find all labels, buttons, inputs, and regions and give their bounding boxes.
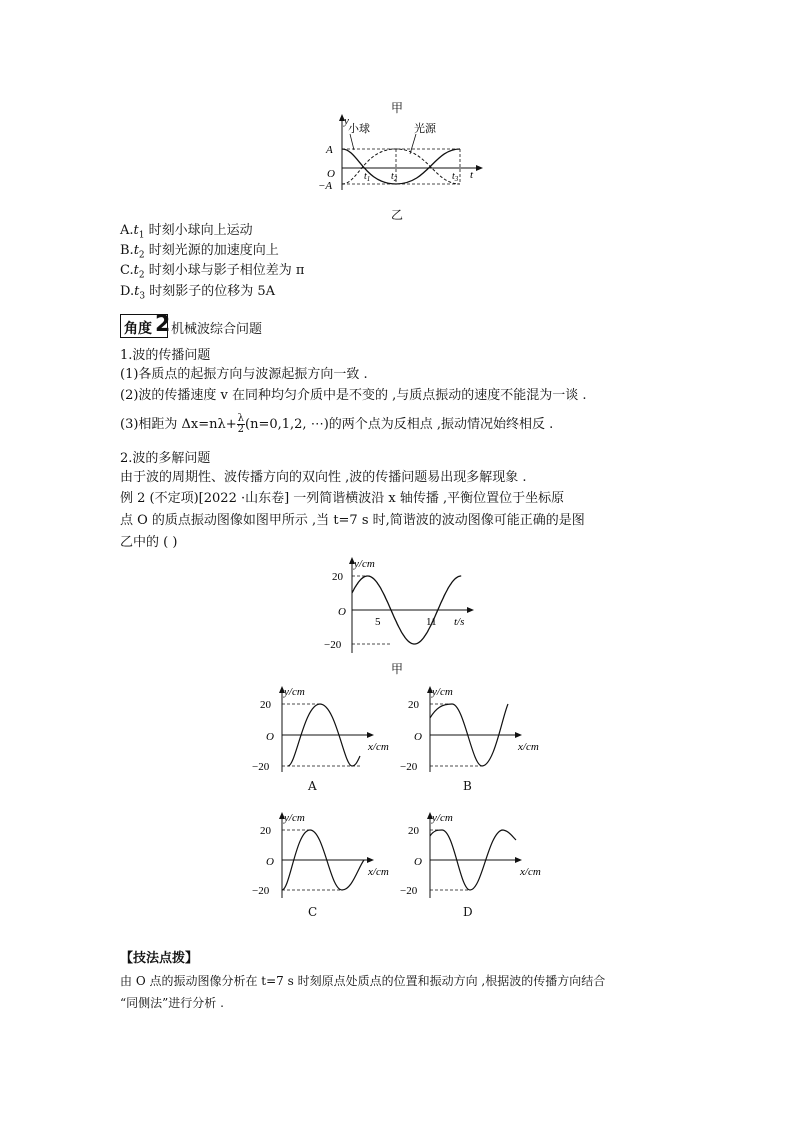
main-ytick-top: 20 — [332, 571, 343, 583]
option-graph-a-label: A — [308, 779, 317, 793]
top-label-A: A — [326, 144, 333, 156]
optA-xlabel: x/cm — [368, 741, 389, 753]
option-c: $C.t_2$ 时刻小球与影子相位差为 π — [120, 263, 305, 281]
optD-xlabel: x/cm — [520, 866, 541, 878]
optB-origin: O — [414, 731, 422, 743]
top-figure-caption-above: 甲 — [391, 101, 404, 115]
top-label-O: O — [327, 168, 335, 180]
example-line-2: 点 O 的质点振动图像如图甲所示 ,当 t=7 s 时,简谐波的波动图像可能正确的是图 — [120, 513, 585, 528]
top-label-ball: 小球 — [348, 123, 370, 135]
sub2-heading: 2.波的多解问题 — [120, 451, 211, 466]
optC-ytop: 20 — [260, 825, 271, 837]
section-badge — [120, 312, 171, 338]
option-b: $B.t_2$ 时刻光源的加速度向上 — [120, 243, 279, 261]
main-xtick-5: 5 — [375, 616, 381, 628]
optD-ylabel: y/cm — [432, 812, 453, 824]
optA-origin: O — [266, 731, 274, 743]
sub2-p1: 由于波的周期性、波传播方向的双向性 ,波的传播问题易出现多解现象 . — [120, 470, 527, 485]
option-graph-d — [398, 808, 558, 903]
optD-origin: O — [414, 856, 422, 868]
sub1-p1: (1)各质点的起振方向与波源起振方向一致 . — [120, 367, 368, 382]
optC-xlabel: x/cm — [368, 866, 389, 878]
optA-ytop: 20 — [260, 699, 271, 711]
top-label-light: 光源 — [414, 123, 436, 135]
option-graph-b-label: B — [463, 779, 472, 793]
main-graph-caption: 甲 — [391, 662, 404, 676]
optC-origin: O — [266, 856, 274, 868]
vibration-graph — [320, 553, 480, 658]
top-label-negA: −A — [318, 180, 333, 192]
top-axis-t: t — [470, 169, 474, 181]
option-graph-a — [250, 682, 400, 777]
option-graph-b — [398, 682, 558, 777]
main-xlabel: t/s — [454, 616, 465, 628]
top-figure-caption-below: 乙 — [391, 208, 404, 222]
option-a: $A.t_1$ 时刻小球向上运动 — [120, 223, 253, 241]
tip-line-2: “同侧法”进行分析 . — [120, 996, 224, 1010]
main-origin: O — [338, 606, 346, 618]
option-graph-c — [250, 808, 400, 903]
optB-ylabel: y/cm — [432, 686, 453, 698]
top-tick-t3: $t_3$ — [452, 171, 459, 183]
sub1-heading: 1.波的传播问题 — [120, 348, 211, 363]
sub1-p2: (2)波的传播速度 v 在同种均匀介质中是不变的 ,与质点振动的速度不能混为一谈 . — [120, 388, 587, 403]
main-xtick-11: 11 — [426, 616, 437, 628]
top-tick-t2: $t_2$ — [391, 171, 398, 183]
section-title: 机械波综合问题 — [171, 322, 263, 337]
optB-ytop: 20 — [408, 699, 419, 711]
section-number: 2 — [155, 312, 171, 337]
top-tick-t1: $t_1$ — [364, 171, 371, 183]
optD-ybot: −20 — [400, 885, 418, 897]
section-word: 角度 — [124, 321, 152, 337]
optB-ybot: −20 — [400, 761, 418, 773]
tip-heading: 【技法点拨】 — [120, 951, 199, 966]
main-ylabel: y/cm — [354, 558, 375, 570]
example-line-1: 例 2 (不定项)[2022 ·山东卷] 一列简谐横波沿 x 轴传播 ,平衡位置位于坐标原 — [120, 491, 565, 506]
sub1-p3: (3)相距为 Δx=nλ+ $\frac{\lambda}{2}$ (n=0,1,2, ⋯)的两个点为反相点 ,振动情况始终相反 . — [120, 413, 554, 435]
main-ytick-bot: −20 — [324, 639, 342, 651]
fraction: $\frac{\lambda}{2}$ — [237, 413, 245, 435]
option-graph-c-label: C — [308, 905, 318, 919]
optA-ylabel: y/cm — [284, 686, 305, 698]
top-axis-y: y — [344, 115, 349, 127]
tip-line-1: 由 O 点的振动图像分析在 t=7 s 时刻原点处质点的位置和振动方向 ,根据波的传播方向结合 — [120, 974, 606, 988]
top-figure-graph — [310, 112, 490, 202]
optC-ylabel: y/cm — [284, 812, 305, 824]
option-d: $D.t_3$ 时刻影子的位移为 5A — [120, 284, 275, 302]
optC-ybot: −20 — [252, 885, 270, 897]
optA-ybot: −20 — [252, 761, 270, 773]
option-graph-d-label: D — [463, 905, 473, 919]
optB-xlabel: x/cm — [518, 741, 539, 753]
example-line-3: 乙中的 ( ) — [120, 535, 178, 550]
optD-ytop: 20 — [408, 825, 419, 837]
